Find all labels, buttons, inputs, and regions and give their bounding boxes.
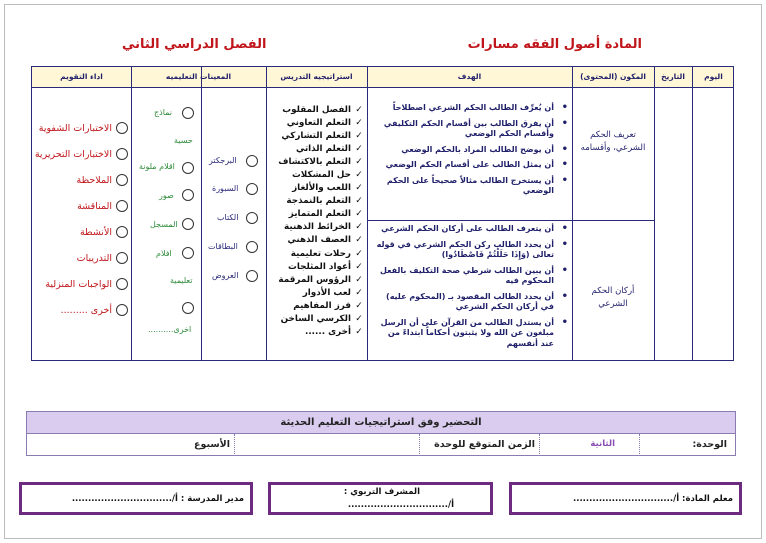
aid-label: الكتاب [217, 213, 239, 222]
subject-title: المادة أصول الفقه مسارات [467, 37, 642, 52]
evaluation-item[interactable]: أخرى ......... [36, 297, 128, 323]
evaluation-radio[interactable] [116, 226, 128, 238]
aid-label: اقلام ملونة [139, 162, 175, 171]
objective-item: • أن يستدل الطالب من القرآن على أن الرسل مبلغون عن الله ولا يثبتون أحكاماً ابتداءً من عند أنفسهم [372, 318, 568, 350]
evaluation-item[interactable]: الأنشطة [36, 219, 128, 245]
aid-label: البطاقات [208, 242, 238, 251]
check-icon: ✓ [355, 248, 363, 259]
strategy-item[interactable]: ✓ اللعب والألغاز [292, 183, 363, 194]
lesson-plan-table [31, 66, 734, 361]
row-divider [367, 220, 654, 221]
check-icon: ✓ [355, 143, 363, 154]
check-icon: ✓ [355, 209, 363, 220]
check-icon: ✓ [355, 327, 363, 338]
check-icon: ✓ [355, 117, 363, 128]
column-divider [266, 67, 267, 360]
evaluation-item[interactable]: الاختبارات التحريرية [36, 141, 128, 167]
header-objective: الهدف [457, 72, 482, 81]
cell-divider [234, 434, 235, 456]
evaluation-item[interactable]: المناقشة [36, 193, 128, 219]
aid-radio[interactable] [182, 302, 194, 314]
aid-label: تعليمية [170, 276, 193, 285]
evaluation-list [36, 115, 128, 323]
aid-label: صور [159, 191, 174, 200]
objective-item: • أن يُعرِّف الطالب الحكم الشرعي اصطلاحاً [372, 103, 568, 114]
header-date: التاريخ [661, 72, 685, 81]
preparation-row [27, 434, 735, 456]
evaluation-radio[interactable] [116, 252, 128, 264]
column-divider [572, 67, 573, 360]
header-evaluation: اداء التقويم [60, 72, 103, 81]
evaluation-item[interactable]: الملاحظة [36, 167, 128, 193]
objective-item: • أن يحدد الطالب ركن الحكم الشرعي في قوله تعالى (وَإِذَا حَلَلْتُمْ فَاصْطَادُوا) [372, 240, 568, 261]
aid-label: افلام [156, 249, 172, 258]
aid-radio[interactable] [246, 183, 258, 195]
check-icon: ✓ [355, 300, 363, 311]
unit-value[interactable]: الثانية [590, 439, 615, 449]
evaluation-item[interactable]: التدريبات [36, 245, 128, 271]
supervisor-label: المشرف التربوي : [343, 487, 420, 497]
objectives-list-2 [372, 224, 568, 354]
strategy-item[interactable]: ✓ التعلم الذاتي [295, 143, 363, 154]
column-divider [131, 67, 132, 360]
check-icon: ✓ [355, 196, 363, 207]
principal-signature: مدير المدرسة : أ/............................... [71, 494, 244, 504]
objective-item: • أن يبين الطالب شرطي صحة التكليف بالفعل المحكوم فيه [372, 266, 568, 287]
aid-radio[interactable] [246, 241, 258, 253]
aid-radio[interactable] [182, 107, 194, 119]
check-icon: ✓ [355, 130, 363, 141]
strategy-item[interactable]: ✓ رحلات تعليمية [290, 248, 363, 259]
aid-radio[interactable] [246, 155, 258, 167]
unit-label: الوحدة: [692, 439, 727, 450]
aid-radio[interactable] [182, 247, 194, 259]
strategies-list [270, 103, 364, 339]
aid-label: العروض [212, 271, 239, 280]
check-icon: ✓ [355, 287, 363, 298]
header-day: اليوم [704, 72, 723, 81]
supervisor-signature-box[interactable] [268, 482, 493, 515]
check-icon: ✓ [355, 156, 363, 167]
check-icon: ✓ [355, 222, 363, 233]
component-pillars: أركان الحكم الشرعي [591, 286, 635, 309]
evaluation-radio[interactable] [116, 122, 128, 134]
evaluation-item[interactable]: الاختبارات الشفوية [36, 115, 128, 141]
aid-radio[interactable] [246, 270, 258, 282]
column-divider [201, 67, 202, 360]
header-strategy: استراتيجيه التدريس [280, 72, 353, 81]
objective-item: • أن يتعرف الطالب على أركان الحكم الشرعي [372, 224, 568, 235]
preparation-box [26, 411, 736, 456]
column-divider [654, 67, 655, 360]
unit-time-label: الزمن المتوقع للوحدة [434, 439, 535, 450]
strategy-item[interactable]: ✓ التعلم التشاركي [281, 130, 363, 141]
strategy-item[interactable]: ✓ فرز المفاهيم [293, 300, 363, 311]
aid-radio[interactable] [182, 162, 194, 174]
semester-title: الفصل الدراسي الثاني [122, 37, 267, 52]
objectives-list-1 [372, 103, 568, 202]
check-icon: ✓ [355, 104, 363, 115]
evaluation-radio[interactable] [116, 304, 128, 316]
check-icon: ✓ [355, 261, 363, 272]
evaluation-radio[interactable] [116, 200, 128, 212]
strategy-item[interactable]: ✓ العصف الذهني [287, 235, 363, 246]
evaluation-radio[interactable] [116, 278, 128, 290]
cell-divider [419, 434, 420, 456]
aid-radio[interactable] [246, 212, 258, 224]
strategy-item[interactable]: ✓ التعلم بالاكتشاف [278, 156, 363, 167]
week-label: الأسبوع [194, 439, 230, 450]
check-icon: ✓ [355, 170, 363, 181]
aid-label: السبورة [212, 184, 239, 193]
strategy-item[interactable]: ✓ أعواد المثلجات [287, 261, 363, 272]
strategy-item[interactable]: ✓ الرؤوس المرقمة [278, 274, 363, 285]
objective-item: • أن يوضح الطالب المراد بالحكم الوضعي [372, 145, 568, 156]
check-icon: ✓ [355, 183, 363, 194]
strategy-item[interactable]: ✓ الكرسي الساخن [280, 314, 363, 325]
column-divider [367, 67, 368, 360]
strategy-item[interactable]: ✓ حل المشكلات [291, 170, 363, 181]
aid-label: البرجكتر [209, 156, 237, 165]
objective-item: • أن يفرق الطالب بين أقسام الحكم التكليفي وأقسام الحكم الوضعي [372, 119, 568, 140]
check-icon: ✓ [355, 235, 363, 246]
component-definition: تعريف الحكم الشرعي، وأقسامه [580, 130, 646, 153]
check-icon: ✓ [355, 314, 363, 325]
principal-signature-box[interactable] [19, 482, 253, 515]
strategy-item[interactable]: ✓ التعلم التعاوني [286, 117, 363, 128]
aid-radio[interactable] [182, 218, 194, 230]
header-component: المكون (المحتوى) [580, 72, 646, 81]
strategy-item[interactable]: ✓ أخرى ...... [304, 327, 363, 338]
aid-label: المسجل [150, 220, 178, 229]
evaluation-item[interactable]: الواجبات المنزلية [36, 271, 128, 297]
strategy-item[interactable]: ✓ التعلم المتمايز [288, 209, 363, 220]
objective-item: • أن يحدد الطالب المقصود بـ (المحكوم عليه) في أركان الحكم الشرعي [372, 292, 568, 313]
strategy-item[interactable]: ✓ الخرائط الذهنية [284, 222, 363, 233]
aid-radio[interactable] [182, 189, 194, 201]
teacher-signature: معلم المادة: أ/............................... [572, 494, 733, 504]
strategy-item[interactable]: ✓ لعب الأدوار [302, 287, 363, 298]
supervisor-signature: أ/............................... [347, 500, 454, 510]
aid-label: نماذج [154, 108, 173, 117]
aid-label: حسية [174, 136, 193, 145]
teacher-signature-box[interactable] [509, 482, 742, 515]
header-teaching-aids: المعينات التعليميه [165, 72, 232, 81]
cell-divider [539, 434, 540, 456]
aid-label: اخرى.......... [148, 325, 192, 334]
cell-divider [639, 434, 640, 456]
strategy-item[interactable]: ✓ الفصل المقلوب [282, 104, 363, 115]
evaluation-radio[interactable] [116, 148, 128, 160]
objective-item: • أن يمثل الطالب على أقسام الحكم الوضعي [372, 160, 568, 171]
check-icon: ✓ [355, 274, 363, 285]
objective-item: • أن يستخرج الطالب مثالاً صحيحاً على الحكم الوضعي [372, 176, 568, 197]
preparation-heading: التحضير وفق استراتيجيات التعليم الحديثة [27, 412, 735, 434]
strategy-item[interactable]: ✓ التعلم بالنمذجة [286, 196, 363, 207]
column-divider [692, 67, 693, 360]
evaluation-radio[interactable] [116, 174, 128, 186]
